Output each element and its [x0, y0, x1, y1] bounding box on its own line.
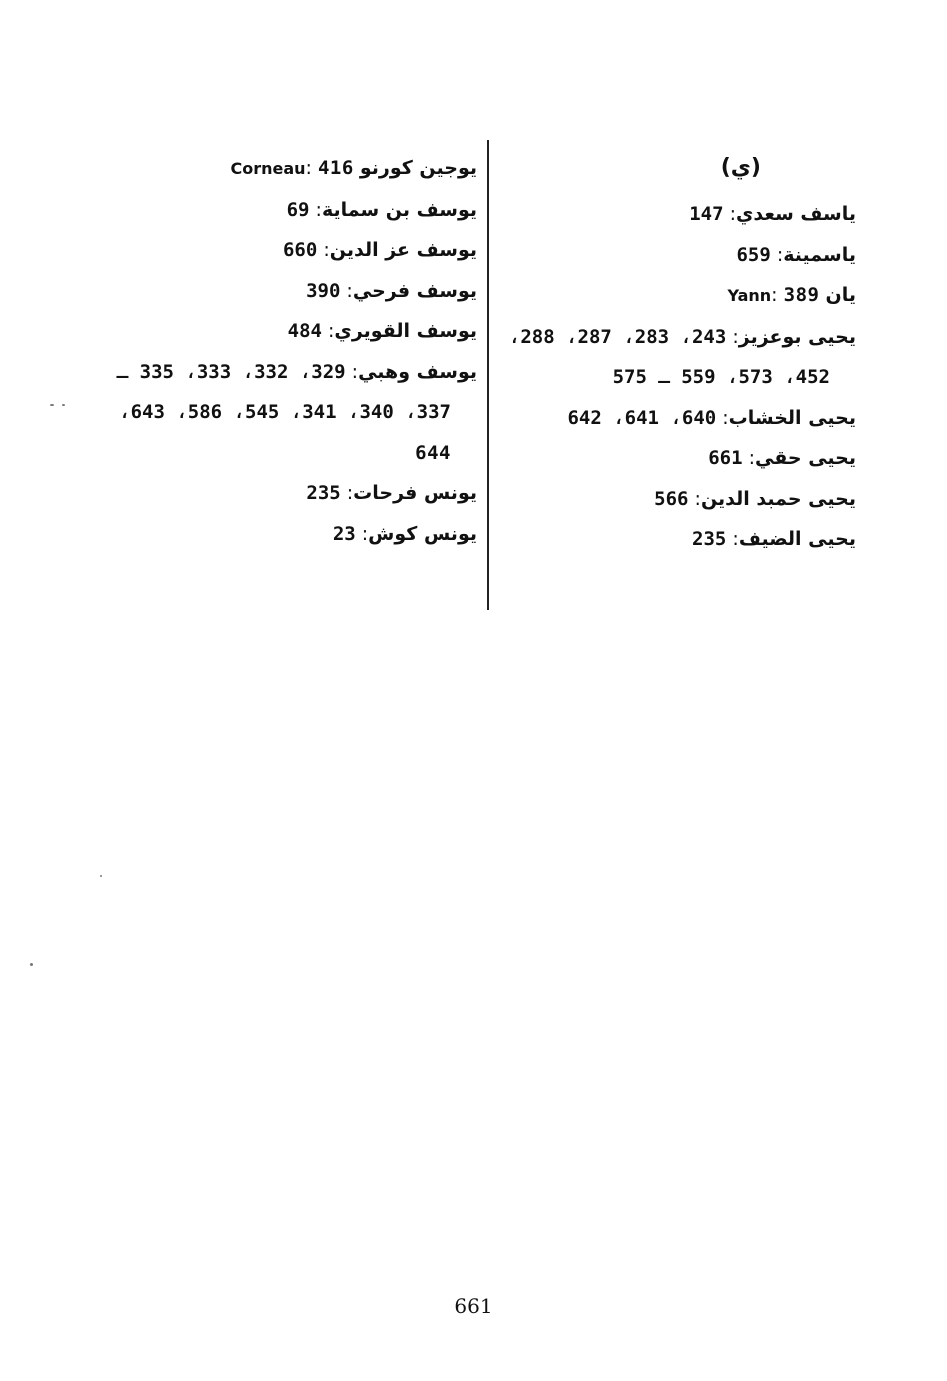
- entry-pages: 661: [708, 447, 743, 469]
- entry-name: يوسف بن سماية: [321, 198, 477, 221]
- entry-pages: 243، 283، 287، 288،: [508, 325, 727, 348]
- entry-name: يوسف عز الدين: [329, 239, 477, 261]
- scan-speck: [100, 875, 102, 877]
- index-entry: يحيى بوعزيز: 243، 283، 287، 288،: [508, 325, 856, 348]
- entry-name: يونس فرحات: [353, 482, 477, 504]
- entry-pages: 147: [689, 203, 724, 225]
- index-entry: يحيى حمبد الدين: 566: [654, 487, 856, 510]
- entry-name: يوجين كورنو: [359, 157, 477, 179]
- entry-name: يوسف فرحي: [352, 279, 477, 302]
- entry-pages: 389: [783, 284, 820, 306]
- entry-latin-name: Corneau: [230, 159, 306, 178]
- index-entry: يوسف وهبي: 329، 332، 333، 335 ـ: [116, 360, 477, 383]
- entry-latin-name: Yann: [727, 286, 772, 305]
- entry-name: يوسف القويري: [334, 320, 477, 342]
- index-entry: يحيى الضيف: 235: [692, 528, 856, 550]
- entry-name: يحيى الخشاب: [728, 406, 856, 429]
- entry-name: ياسف سعدي: [736, 203, 856, 225]
- entry-pages: 484: [287, 320, 322, 342]
- entry-pages: 640، 641، 642: [567, 406, 717, 429]
- index-entry: يحيى حقي: 661: [708, 447, 856, 469]
- right-entries: [496, 194, 856, 560]
- section-heading: (ي): [720, 155, 761, 180]
- entry-pages: 235: [306, 482, 341, 504]
- entry-pages: 566: [654, 487, 689, 510]
- entry-name: يحيى الضيف: [738, 528, 856, 550]
- entry-pages-continued: 337، 340، 341، 545، 586، 643،: [119, 401, 451, 423]
- entry-pages: 23: [332, 522, 356, 545]
- entry-pages: 660: [282, 239, 318, 261]
- scan-speck: [30, 963, 33, 966]
- index-entry: يوسف القويري: 484: [287, 320, 477, 342]
- index-entry: يوسف عز الدين: 660: [282, 239, 477, 261]
- left-column: [107, 148, 477, 554]
- scan-speck: [50, 404, 54, 406]
- index-entry: يوسف بن سماية: 69: [286, 198, 477, 221]
- entry-name: يونس كوش: [368, 522, 477, 545]
- entry-pages-continued: 452، 573، 559 ـ 575: [612, 366, 830, 388]
- entry-pages: 69: [286, 198, 310, 221]
- index-entry: ياسمينة: 659: [736, 243, 856, 266]
- entry-pages: 659: [736, 243, 771, 266]
- index-entry: يوجين كورنو Corneau: 416: [230, 157, 477, 179]
- entry-name: يحيى بوعزيز: [738, 325, 856, 348]
- entry-name: يحيى حمبد الدين: [700, 487, 856, 510]
- left-entries: [107, 148, 477, 554]
- entry-pages: 390: [306, 279, 341, 302]
- entry-pages: 416: [317, 157, 354, 179]
- entry-pages: 235: [692, 528, 727, 550]
- column-divider: [487, 140, 489, 610]
- index-entry: يان Yann: 389: [727, 284, 856, 306]
- right-column: [496, 148, 856, 560]
- index-entry: ياسف سعدي: 147: [689, 203, 856, 225]
- index-entry: يحيى الخشاب: 640، 641، 642: [567, 406, 856, 429]
- entry-name: يحيى حقي: [754, 447, 856, 469]
- page-number: 661: [454, 1294, 493, 1318]
- entry-pages: 329، 332، 333، 335 ـ: [116, 360, 346, 383]
- index-entry: يونس كوش: 23: [332, 522, 477, 545]
- index-entry: يونس فرحات: 235: [306, 482, 477, 504]
- entry-name: يان: [825, 284, 856, 306]
- entry-name: يوسف وهبي: [358, 360, 477, 383]
- index-entry: يوسف فرحي: 390: [306, 279, 477, 302]
- entry-pages-continued: 644: [415, 441, 451, 464]
- entry-name: ياسمينة: [783, 243, 856, 266]
- scan-speck: [62, 404, 65, 406]
